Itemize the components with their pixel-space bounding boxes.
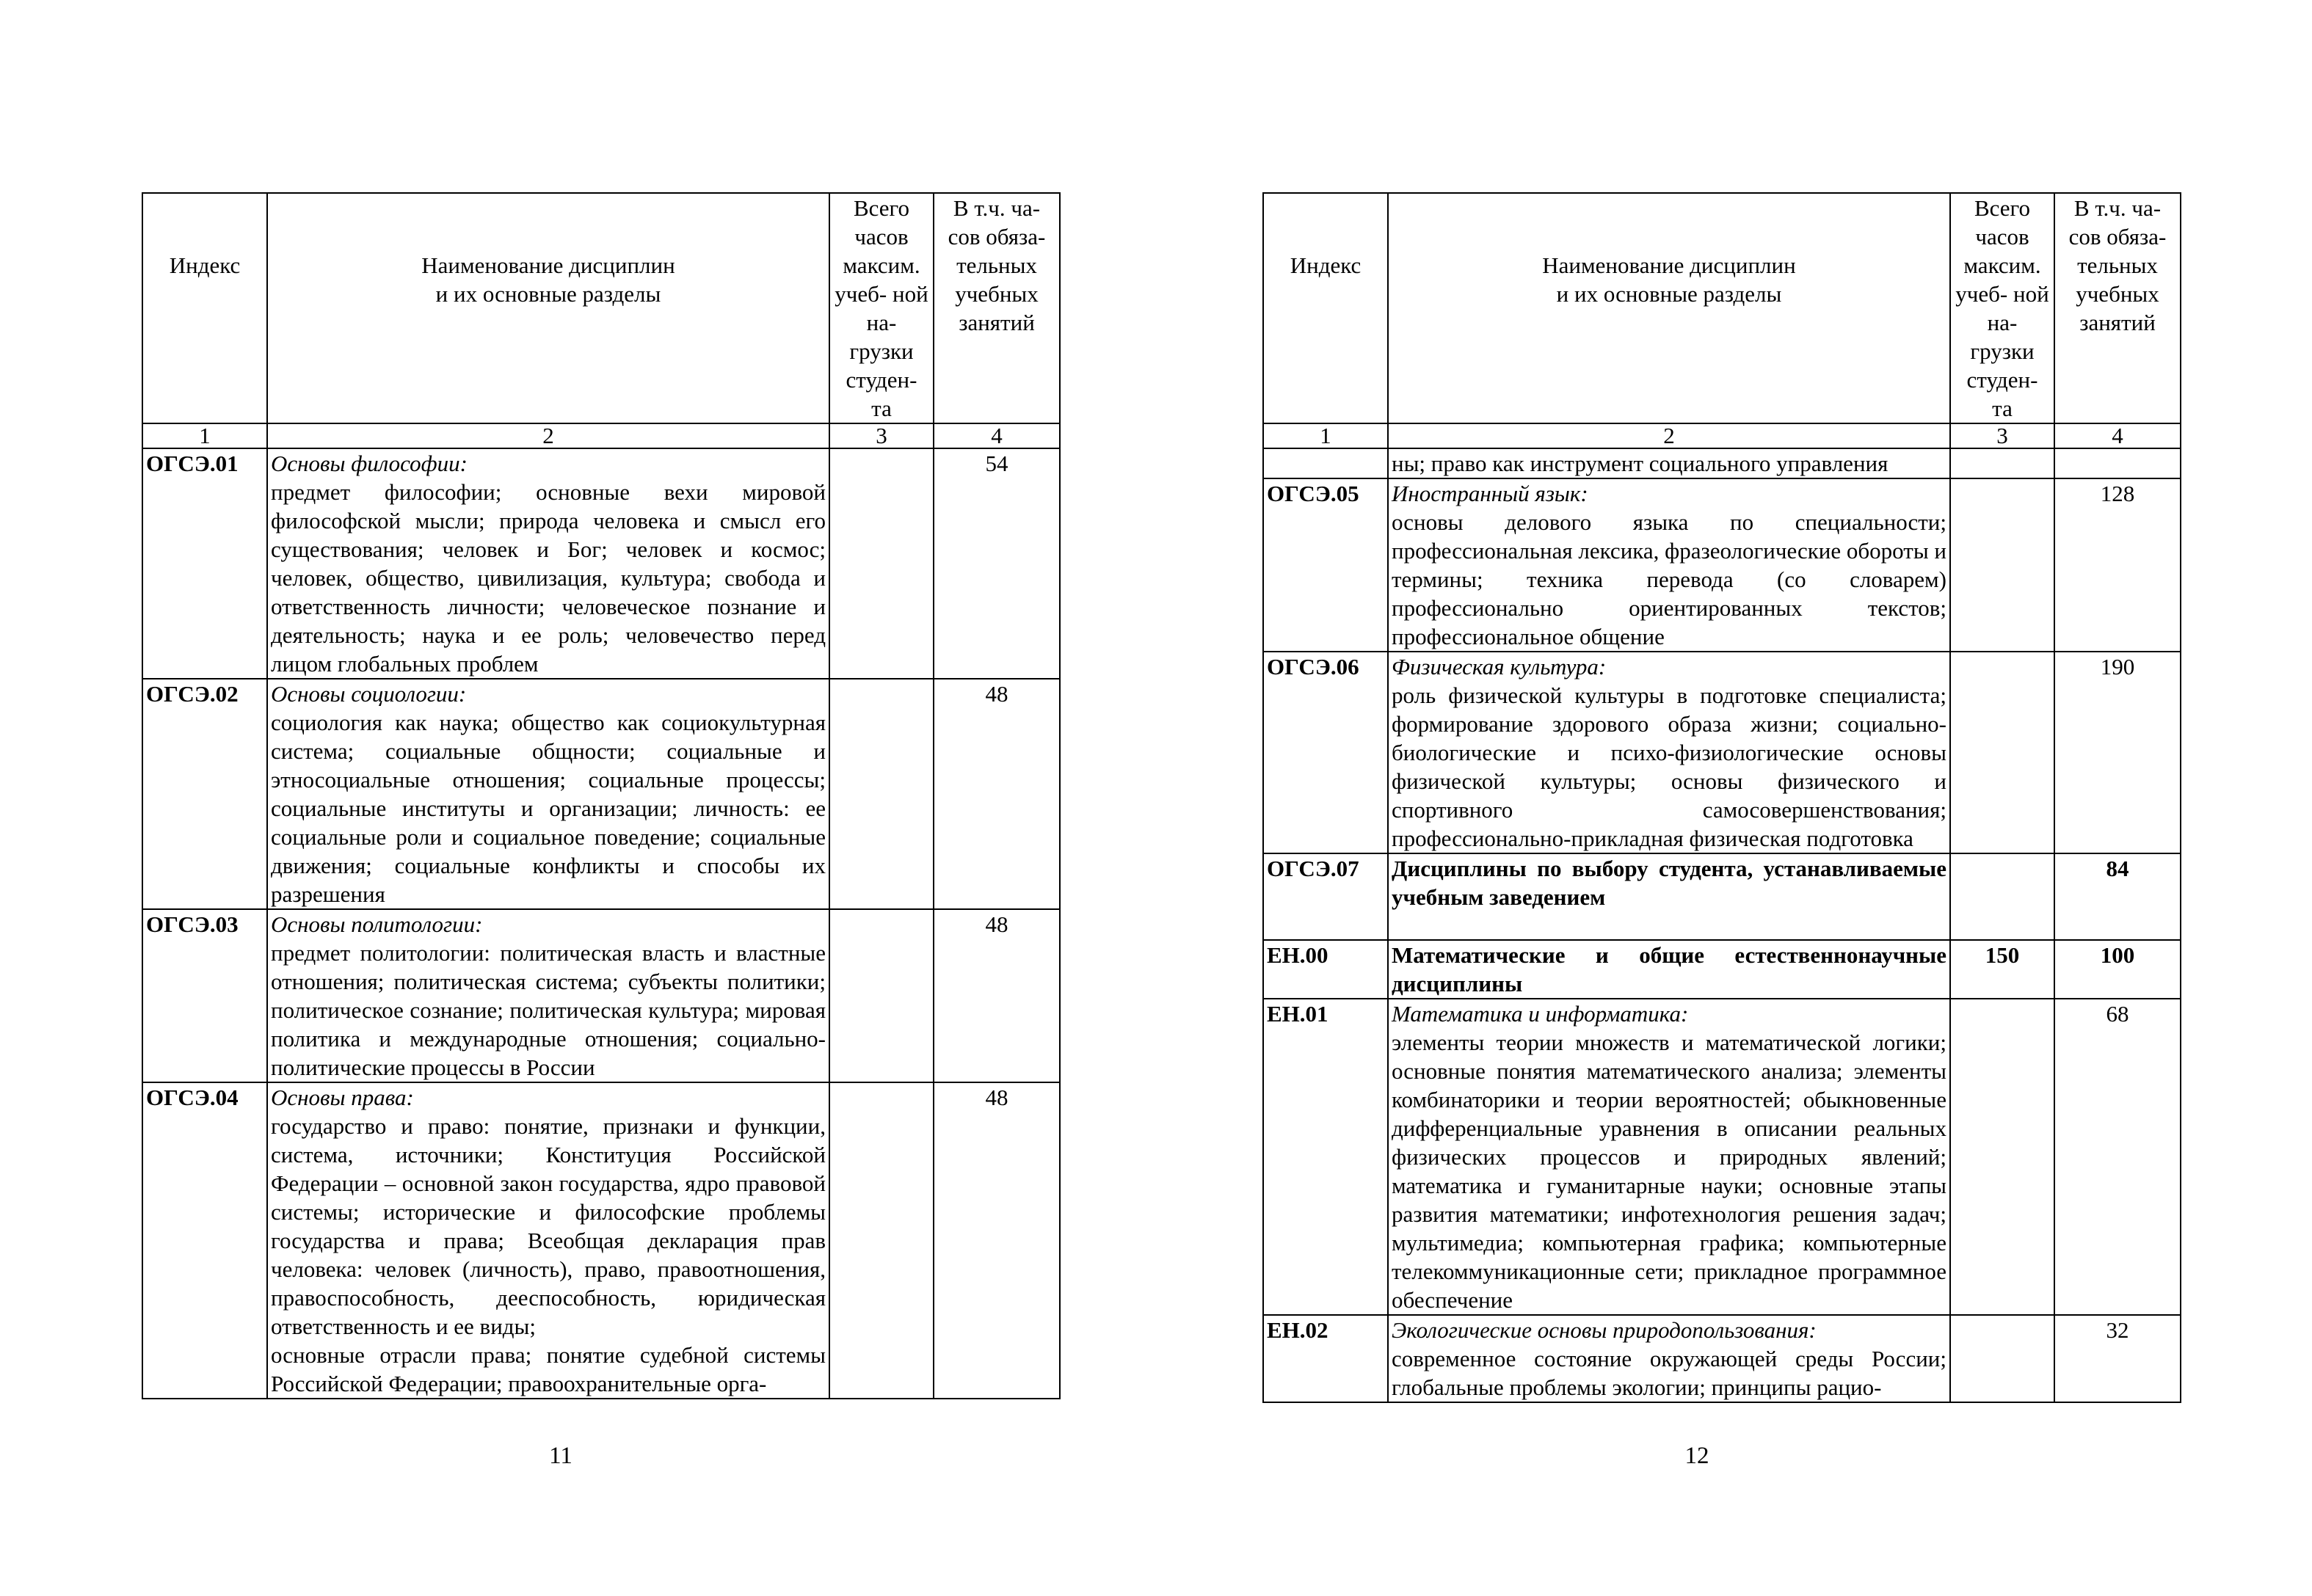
row-index: ОГСЭ.05	[1263, 478, 1388, 652]
header-name	[267, 193, 829, 423]
disciplines-table-right	[1262, 192, 2181, 1403]
req-hours: 48	[934, 909, 1060, 1082]
req-hours: 84	[2054, 853, 2181, 940]
header-name-line2: и их основные разделы	[435, 281, 661, 307]
continuation-text: ны; право как инструмент социального управления	[1388, 448, 1950, 478]
max-hours	[1950, 448, 2054, 478]
right-page	[1156, 0, 2312, 1596]
req-hours: 32	[2054, 1315, 2181, 1402]
row-description	[267, 448, 829, 679]
col-num-2: 2	[1388, 423, 1950, 448]
req-hours: 48	[934, 1082, 1060, 1399]
row-description	[267, 1082, 829, 1399]
header-name-line1: Наименование дисциплин	[421, 252, 675, 278]
max-hours	[829, 679, 934, 909]
discipline-content: основы делового языка по специальности; профессиональная лексика, фразеологические обороты и термины; техника перевода (со словарем) профессионально ориентированных текстов; профессиональное общение	[1392, 509, 1946, 649]
discipline-name: Основы права:	[271, 1085, 414, 1110]
page-number: 11	[549, 1443, 572, 1469]
table-row	[1263, 853, 2181, 940]
row-description	[1388, 1315, 1950, 1402]
column-numbers	[142, 423, 1060, 448]
discipline-content: социология как наука; общество как социокультурная система; социальные общности; социальные и этносоциальные отношения; социальные процессы; социальные институты и организации; личность: ее социальные роли и социальное поведение; социальные движения; социальные конфликты и способы их разрешения	[271, 710, 826, 907]
discipline-name: Основы политологии:	[271, 911, 483, 937]
req-hours	[2054, 448, 2181, 478]
row-index: ОГСЭ.02	[142, 679, 267, 909]
row-index: ОГСЭ.04	[142, 1082, 267, 1399]
discipline-content: предмет философии; основные вехи мировой философской мысли; природа человека и смысл его существования; человек и Бог; человек и космос; человек, общество, цивилизация, культура; свобода и ответственность личности; человеческое познание и деятельность; наука и ее роль; человечество перед лицом глобальных проблем	[271, 479, 826, 677]
discipline-content: современное состояние окружающей среды России; глобальные проблемы экологии; принципы рацио-	[1392, 1346, 1946, 1400]
max-hours	[1950, 999, 2054, 1315]
header-max-hours: Всего часов максим. учеб- ной на- грузки студен- та	[1950, 193, 2054, 423]
page-number: 12	[1684, 1443, 1709, 1469]
row-index	[1263, 448, 1388, 478]
column-numbers	[1263, 423, 2181, 448]
row-index: ОГСЭ.03	[142, 909, 267, 1082]
max-hours	[829, 909, 934, 1082]
req-hours: 54	[934, 448, 1060, 679]
table-header	[1263, 193, 2181, 423]
row-index: ЕН.02	[1263, 1315, 1388, 1402]
req-hours: 128	[2054, 478, 2181, 652]
continuation-row	[1263, 448, 2181, 478]
table-row	[1263, 999, 2181, 1315]
table-row	[142, 909, 1060, 1082]
req-hours: 68	[2054, 999, 2181, 1315]
col-num-4: 4	[934, 423, 1060, 448]
row-index: ЕН.01	[1263, 999, 1388, 1315]
table-row	[1263, 940, 2181, 999]
col-num-3: 3	[829, 423, 934, 448]
col-num-1: 1	[1263, 423, 1388, 448]
table-row	[1263, 1315, 2181, 1402]
max-hours	[1950, 652, 2054, 853]
table-row	[1263, 478, 2181, 652]
discipline-content-continued: основные отрасли права; понятие судебной системы Российской Федерации; правоохранительные орга-	[271, 1342, 826, 1396]
header-req-hours: В т.ч. ча- сов обяза- тельных учебных занятий	[2054, 193, 2181, 423]
row-index: ЕН.00	[1263, 940, 1388, 999]
req-hours: 48	[934, 679, 1060, 909]
discipline-name: Иностранный язык:	[1392, 481, 1588, 506]
row-index: ОГСЭ.01	[142, 448, 267, 679]
discipline-content: предмет политологии: политическая власть и властные отношения; политическая система; субъекты политики; политическое сознание; политическая культура; мировая политика и международные отношения; социально-политические процессы в России	[271, 940, 826, 1080]
max-hours	[1950, 1315, 2054, 1402]
disciplines-table-left	[142, 192, 1061, 1399]
col-num-2: 2	[267, 423, 829, 448]
row-description: Дисциплины по выбору студента, устанавливаемые учебным заведением	[1388, 853, 1950, 940]
max-hours	[829, 1082, 934, 1399]
max-hours	[829, 448, 934, 679]
row-description	[267, 909, 829, 1082]
row-description	[1388, 478, 1950, 652]
header-index: Индекс	[1263, 193, 1388, 423]
header-name-line2: и их основные разделы	[1556, 281, 1782, 307]
header-req-hours: В т.ч. ча- сов обяза- тельных учебных занятий	[934, 193, 1060, 423]
col-num-4: 4	[2054, 423, 2181, 448]
row-description	[1388, 652, 1950, 853]
row-description	[267, 679, 829, 909]
discipline-content: элементы теории множеств и математической логики; основные понятия математического анализа; элементы комбинаторики и теории вероятностей; обыкновенные дифференциальные уравнения в описании реальных физических процессов и природных явлений; математика и гуманитарные науки; основные этапы развития математики; инфотехнология решения задач; мультимедиа; компьютерная графика; компьютерные телекоммуникационные сети; прикладное программное обеспечение	[1392, 1030, 1946, 1313]
table-row	[142, 679, 1060, 909]
discipline-content: роль физической культуры в подготовке специалиста; формирование здорового образа жизни; социально-биологические и психо-физиологические основы физической культуры; основы физического и спортивного самосовершенствования; профессионально-прикладная физическая подготовка	[1392, 682, 1946, 851]
discipline-name: Основы философии:	[271, 451, 468, 476]
req-hours: 190	[2054, 652, 2181, 853]
discipline-name: Основы социологии:	[271, 681, 467, 707]
row-description: Математические и общие естественнонаучные дисциплины	[1388, 940, 1950, 999]
header-max-hours: Всего часов максим. учеб- ной на- грузки студен- та	[829, 193, 934, 423]
max-hours	[1950, 478, 2054, 652]
row-index: ОГСЭ.07	[1263, 853, 1388, 940]
table-row	[142, 1082, 1060, 1399]
table-header	[142, 193, 1060, 423]
discipline-name: Экологические основы природопользования:	[1392, 1317, 1817, 1343]
header-name-line1: Наименование дисциплин	[1542, 252, 1796, 278]
row-index: ОГСЭ.06	[1263, 652, 1388, 853]
max-hours: 150	[1950, 940, 2054, 999]
table-row	[142, 448, 1060, 679]
max-hours	[1950, 853, 2054, 940]
header-index: Индекс	[142, 193, 267, 423]
header-name	[1388, 193, 1950, 423]
req-hours: 100	[2054, 940, 2181, 999]
table-row	[1263, 652, 2181, 853]
row-description	[1388, 999, 1950, 1315]
discipline-name: Физическая культура:	[1392, 654, 1607, 679]
discipline-content: государство и право: понятие, признаки и функции, система, источники; Конституция Российской Федерации – основной закон государства, ядро правовой системы; исторические и философские проблемы государства и права; Всеобщая декларация прав человека: человек (личность), право, правоотношения, правоспособность, дееспособность, юридическая ответственность и ее виды;	[271, 1113, 826, 1339]
col-num-3: 3	[1950, 423, 2054, 448]
discipline-name: Математика и информатика:	[1392, 1001, 1689, 1027]
col-num-1: 1	[142, 423, 267, 448]
